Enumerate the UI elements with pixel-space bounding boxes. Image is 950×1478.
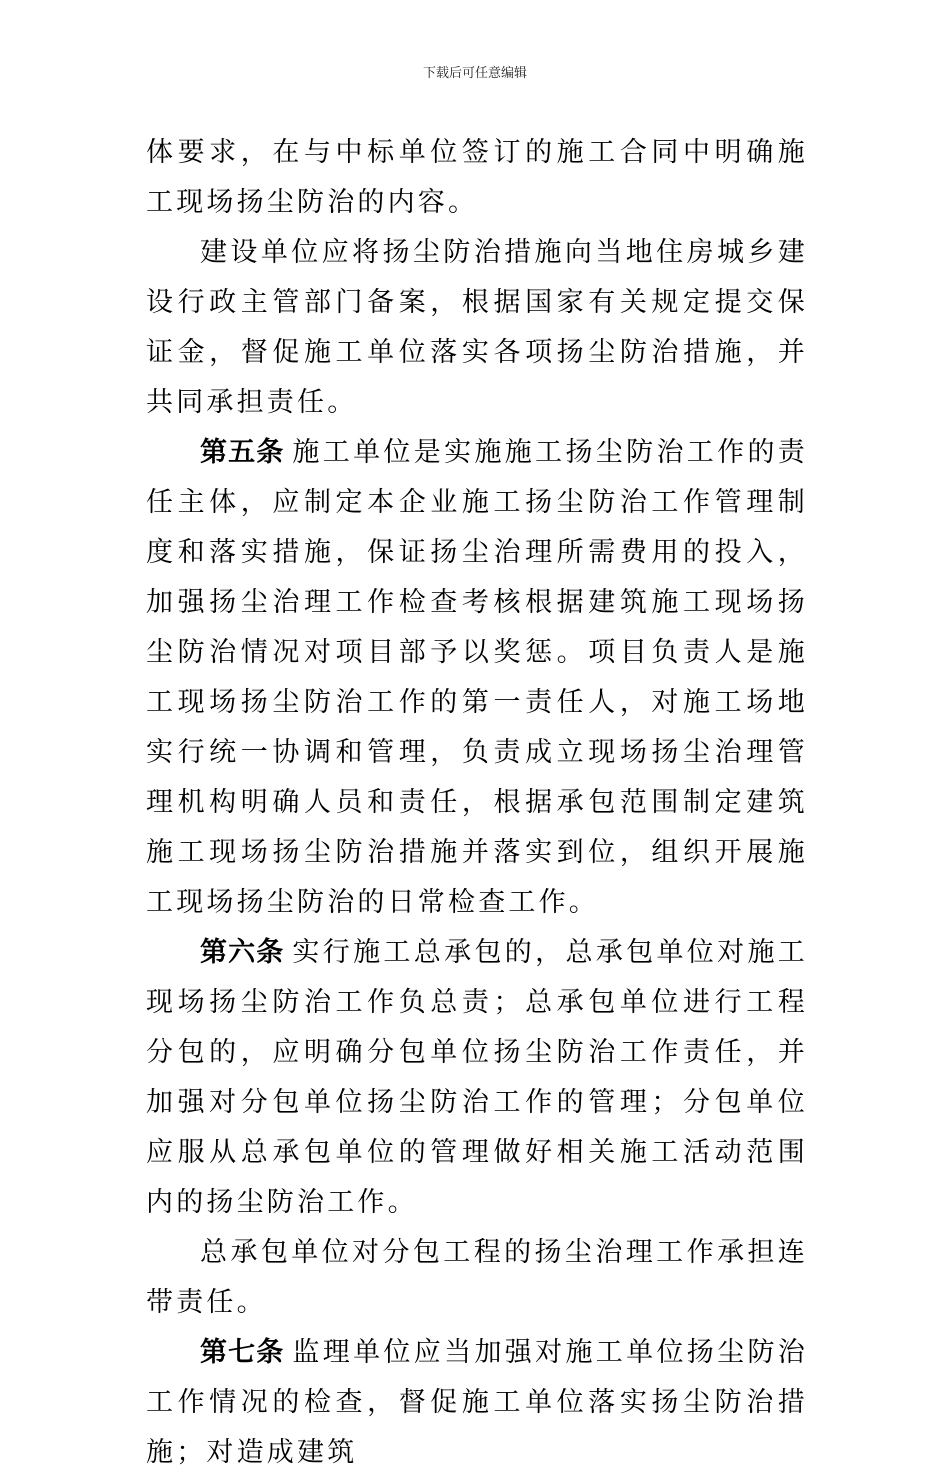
page-header-note: 下载后可任意编辑 — [422, 66, 527, 81]
paragraph-joint-liability — [146, 1228, 808, 1328]
article-text: 实行施工总承包的，总承包单位对施工现场扬尘防治工作负总责；总承包单位进行工程分包的，应明确分包单位扬尘防治工作责任，并加强对分包单位扬尘防治工作的管理；分包单位应服从总承包单位的管理做好相关施工活动范围内的扬尘防治工作。 — [146, 937, 809, 1218]
paragraph-text: 建设单位应将扬尘防治措施向当地住房城乡建设行政主管部门备案，根据国家有关规定提交保证金，督促施工单位落实各项扬尘防治措施，并共同承担责任。 — [146, 237, 808, 418]
document-body — [146, 128, 808, 1478]
article-5 — [146, 428, 808, 928]
paragraph-text: 总承包单位对分包工程的扬尘治理工作承担连带责任。 — [146, 1237, 808, 1318]
article-number: 第六条 — [200, 937, 285, 968]
paragraph-continuation — [146, 128, 808, 228]
article-number: 第五条 — [200, 437, 285, 468]
article-7 — [146, 1328, 808, 1478]
paragraph-text: 体要求，在与中标单位签订的施工合同中明确施工现场扬尘防治的内容。 — [146, 137, 808, 218]
paragraph-developer-filing — [146, 228, 808, 428]
article-text: 施工单位是实施施工扬尘防治工作的责任主体，应制定本企业施工扬尘防治工作管理制度和落实措施，保证扬尘治理所需费用的投入，加强扬尘治理工作检查考核根据建筑施工现场扬尘防治情况对项目部予以奖惩。项目负责人是施工现场扬尘防治工作的第一责任人，对施工场地实行统一协调和管理，负责成立现场扬尘治理管理机构明确人员和责任，根据承包范围制定建筑施工现场扬尘防治措施并落实到位，组织开展施工现场扬尘防治的日常检查工作。 — [146, 437, 809, 918]
article-text: 监理单位应当加强对施工单位扬尘防治工作情况的检查，督促施工单位落实扬尘防治措施；对造成建筑 — [146, 1337, 809, 1468]
article-number: 第七条 — [200, 1337, 285, 1368]
article-6 — [146, 928, 808, 1228]
